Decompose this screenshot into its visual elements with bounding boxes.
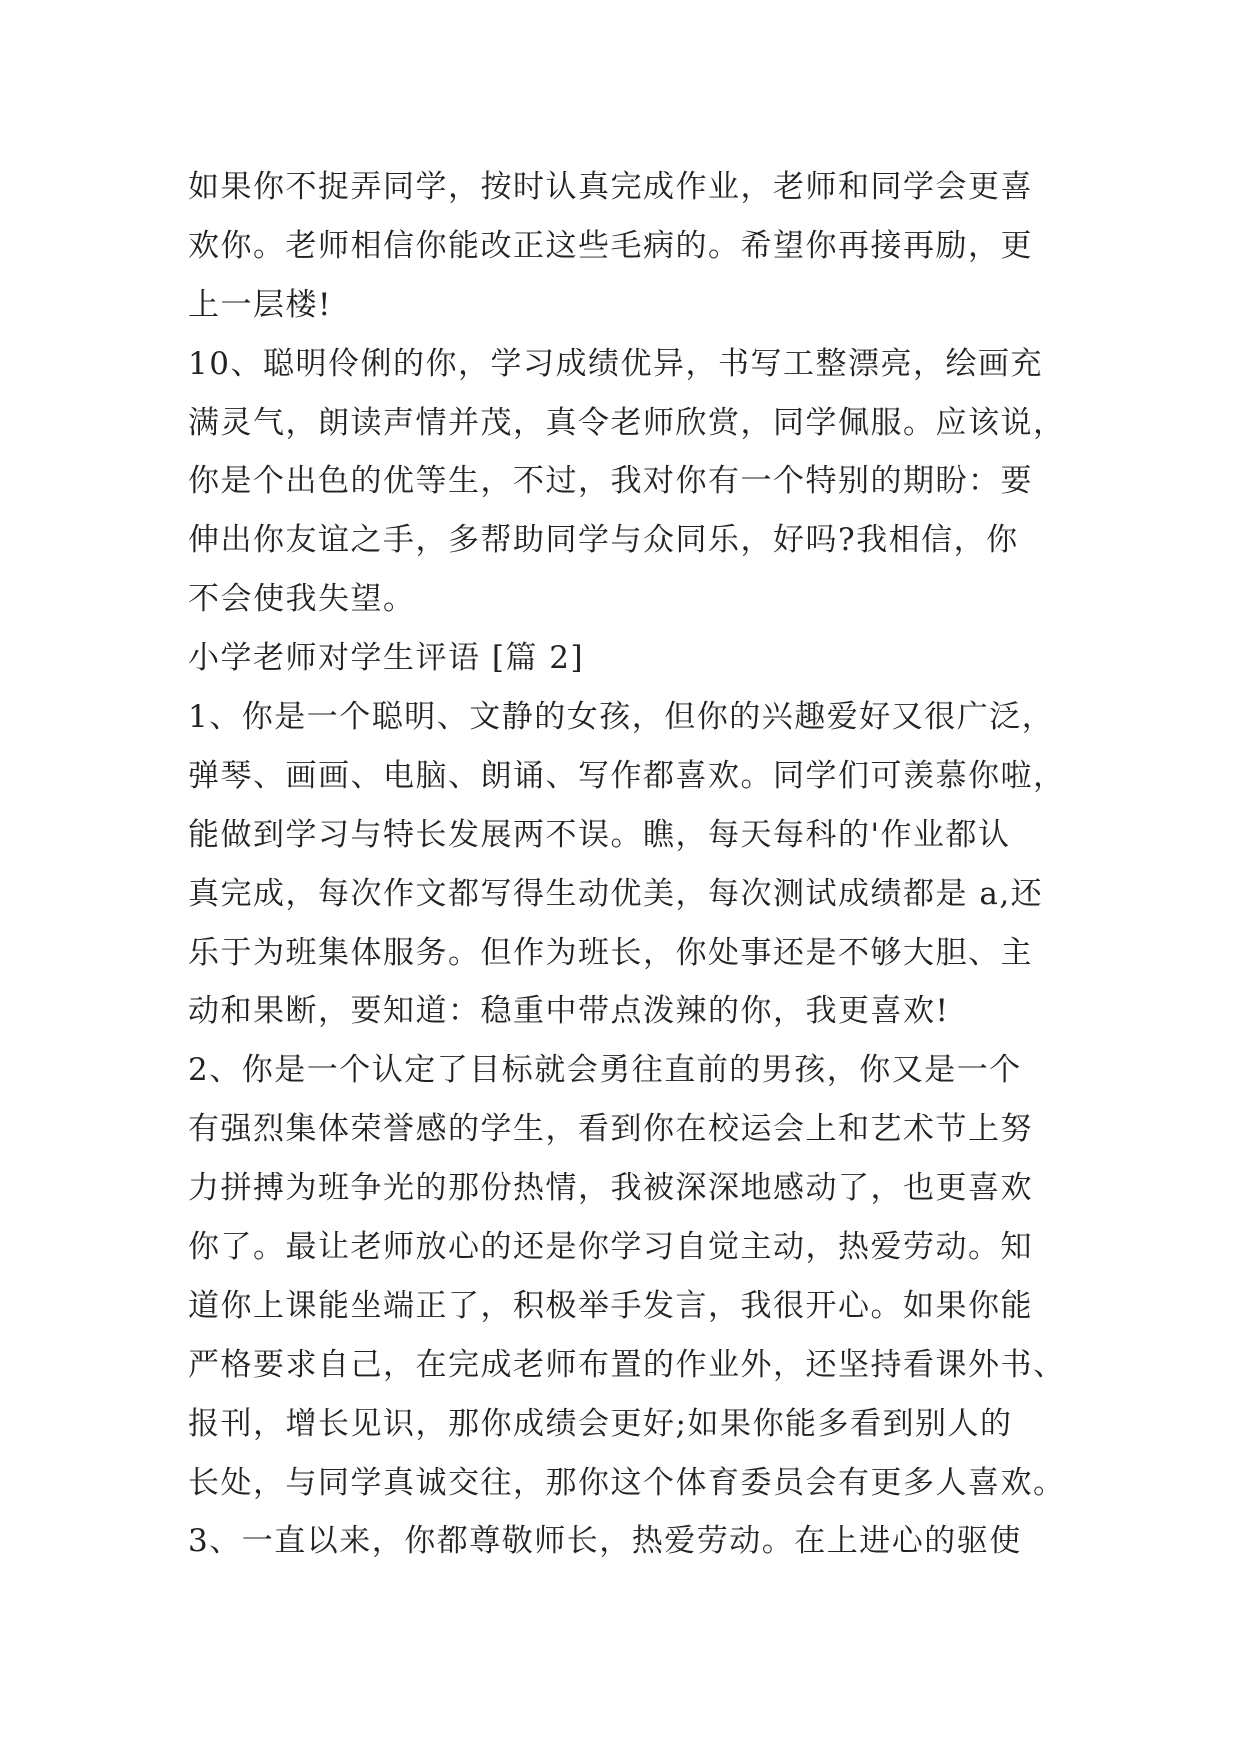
text-line: 欢你。老师相信你能改正这些毛病的。希望你再接再励，更 [188, 227, 1033, 264]
text-line: 如果你不捉弄同学，按时认真完成作业，老师和同学会更喜 [188, 169, 1033, 205]
text-line: 长处，与同学真诚交往，那你这个体育委员会有更多人喜欢。 [188, 1464, 1066, 1501]
document-body [188, 158, 1068, 1571]
text-line: 弹琴、画画、电脑、朗诵、写作都喜欢。同学们可羡慕你啦， [188, 757, 1066, 794]
text-line: 道你上课能坐端正了，积极举手发言，我很开心。如果你能 [188, 1287, 1033, 1324]
text-line: 能做到学习与特长发展两不误。瞧，每天每科的'作业都认 [188, 816, 1011, 853]
section-heading: 小学老师对学生评语 [篇 2] [188, 640, 585, 677]
text-line: 伸出你友谊之手，多帮助同学与众同乐，好吗?我相信，你 [188, 522, 1019, 559]
text-line: 你是个出色的优等生，不过，我对你有一个特别的期盼：要 [188, 463, 1033, 500]
text-line: 乐于为班集体服务。但作为班长，你处事还是不够大胆、主 [188, 934, 1033, 971]
text-line: 不会使我失望。 [188, 581, 416, 618]
text-line: 有强烈集体荣誉感的学生，看到你在校运会上和艺术节上努 [188, 1111, 1033, 1148]
text-line: 10、聪明伶俐的你，学习成绩优异，书写工整漂亮，绘画充 [188, 345, 1043, 382]
text-line: 2、你是一个认定了目标就会勇往直前的男孩，你又是一个 [188, 1052, 1022, 1089]
text-line: 你了。最让老师放心的还是你学习自觉主动，热爱劳动。知 [188, 1229, 1033, 1266]
text-line: 真完成，每次作文都写得生动优美，每次测试成绩都是 a,还 [188, 875, 1044, 912]
text-line: 1、你是一个聪明、文静的女孩，但你的兴趣爱好又很广泛， [188, 699, 1055, 736]
text-line: 严格要求自己，在完成老师布置的作业外，还坚持看课外书、 [188, 1346, 1066, 1383]
text-line: 满灵气，朗读声情并茂，真令老师欣赏，同学佩服。应该说， [188, 404, 1066, 441]
text-line: 上一层楼! [188, 286, 332, 323]
text-line: 力拼搏为班争光的那份热情，我被深深地感动了，也更喜欢 [188, 1170, 1033, 1207]
text-line: 动和果断，要知道：稳重中带点泼辣的你，我更喜欢! [188, 993, 950, 1030]
text-line: 3、一直以来，你都尊敬师长，热爱劳动。在上进心的驱使 [188, 1523, 1022, 1560]
text-line: 报刊，增长见识，那你成绩会更好;如果你能多看到别人的 [188, 1405, 1013, 1442]
